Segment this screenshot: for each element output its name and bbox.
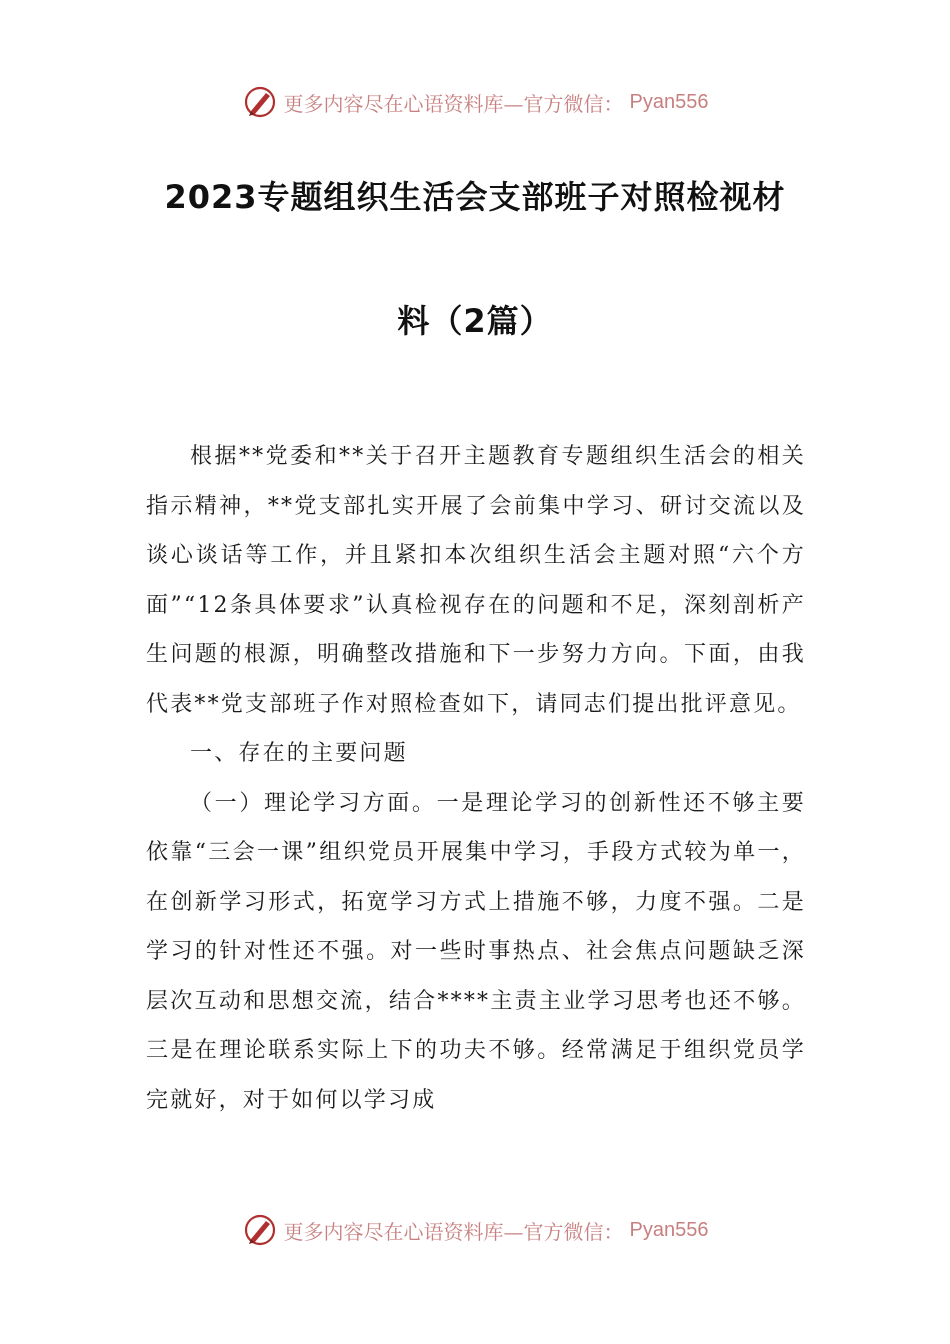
pen-circle-icon	[242, 84, 278, 120]
watermark-text: 更多内容尽在心语资料库—官方微信：	[283, 91, 624, 116]
wechat-id: Pyan556	[629, 1218, 709, 1241]
pen-circle-icon	[242, 1212, 278, 1248]
watermark-text: 更多内容尽在心语资料库—官方微信：	[283, 1219, 624, 1244]
section-heading: 一、存在的主要问题	[190, 741, 408, 766]
document-body	[146, 432, 806, 1125]
wechat-id: Pyan556	[629, 90, 709, 113]
header-watermark	[0, 84, 950, 120]
theory-study-paragraph: （一）理论学习方面。一是理论学习的创新性还不够主要依靠“三会一课”组织党员开展集中学习，手段方式较为单一，在创新学习形式，拓宽学习方式上措施不够，力度不强。二是学习的针对性还不强。对一些时事热点、社会焦点问题缺乏深层次互动和思想交流，结合****主责主业学习思考也还不够。三是在理论联系实际上下的功夫不够。经常满足于组织党员学完就好，对于如何以学习成	[146, 790, 806, 1113]
document-title-line-1: 2023专题组织生活会支部班子对照检视材	[164, 178, 786, 216]
footer-watermark	[0, 1212, 950, 1248]
intro-paragraph: 根据**党委和**关于召开主题教育专题组织生活会的相关指示精神，**党支部扎实开展了会前集中学习、研讨交流以及谈心谈话等工作，并且紧扣本次组织生活会主题对照“六个方面”“12条具体要求”认真检视存在的问题和不足，深刻剖析产生问题的根源，明确整改措施和下一步努力方向。下面，由我代表**党支部班子作对照检查如下，请同志们提出批评意见。	[146, 444, 806, 717]
document-title-line-2: 料（2篇）	[397, 302, 553, 340]
